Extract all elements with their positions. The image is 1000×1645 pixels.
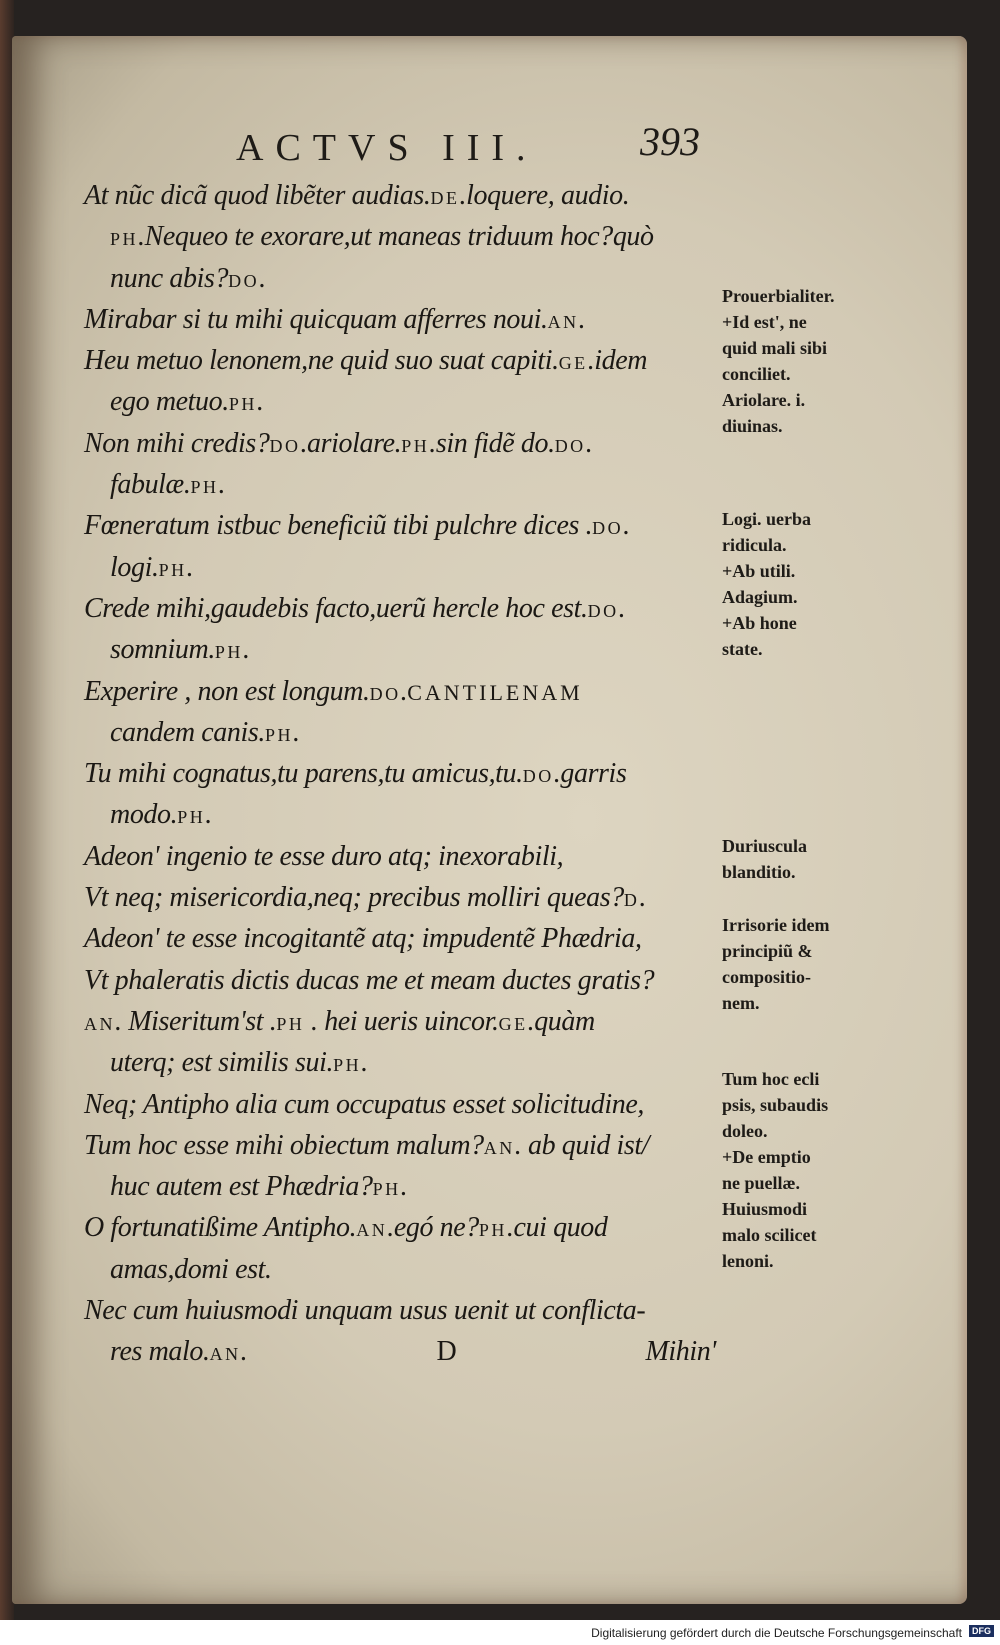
marginal-note-line: ne puellæ. (722, 1173, 801, 1193)
line-text: . (256, 386, 264, 418)
line-text: . (186, 551, 194, 583)
verse-line (84, 588, 724, 629)
verse-line (84, 505, 724, 546)
line-text: . (639, 882, 646, 914)
speaker-tag: DO (554, 435, 586, 456)
line-text: somnium. (110, 634, 215, 666)
speaker-tag: PH (372, 1179, 401, 1200)
line-text: Tu mihi cognatus,tu parens,tu amicus,tu. (84, 758, 523, 790)
verse-line (84, 1042, 724, 1083)
speaker-tag: PH (228, 394, 257, 415)
verse-line (84, 547, 724, 588)
line-text: . (361, 1047, 368, 1079)
line-text: . (400, 675, 408, 707)
verse-line (84, 1001, 724, 1042)
signature-mark: D (436, 1336, 457, 1368)
verse-line (84, 712, 724, 753)
verse-line (84, 1290, 724, 1331)
verse-line (84, 340, 724, 381)
line-text: . Miseritum'st . (115, 1005, 277, 1037)
line-text: Fœneratum istbuc beneficiũ tibi pulchre dices . (84, 510, 593, 542)
verse-line (84, 299, 724, 340)
line-text: .Nequeo te exorare,ut maneas triduum hoc?quò (138, 221, 654, 253)
line-text: . (259, 262, 266, 294)
speaker-tag: DO (369, 683, 401, 704)
speaker-tag: PH (190, 477, 219, 498)
line-text: Vt phaleratis dictis ducas me et meam ductes gratis? (84, 964, 655, 996)
speaker-tag: PH (158, 559, 187, 580)
marginal-note-line: state. (722, 639, 763, 659)
line-text: . (242, 634, 250, 666)
speaker-tag: AN (84, 1013, 115, 1034)
line-text: Crede mihi,gaudebis facto,uerũ hercle hoc est. (84, 592, 588, 624)
line-text: modo. (110, 799, 178, 831)
marginal-note (722, 506, 872, 662)
verse-line (84, 258, 724, 299)
speaker-tag: PH (276, 1013, 305, 1034)
speaker-tag: PH (401, 435, 430, 456)
emphasis-text: CANTILENAM (407, 679, 583, 705)
speaker-tag: PH (214, 642, 243, 663)
line-text: . (240, 1336, 248, 1368)
speaker-tag: AN (356, 1220, 388, 1241)
marginal-note-line: doleo. (722, 1121, 768, 1141)
line-text: . (623, 510, 630, 542)
speaker-tag: PH (478, 1220, 507, 1241)
verse-line (84, 175, 724, 216)
line-text: ego metuo. (110, 386, 229, 418)
marginal-note-line: Adagium. (722, 587, 798, 607)
line-text: Nec cum huiusmodi unquam usus uenit ut conflicta- (84, 1295, 646, 1327)
marginal-note-line: Prouerbialiter. (722, 286, 835, 306)
line-text: amas,domi est. (110, 1253, 272, 1285)
marginal-note (722, 833, 872, 885)
marginal-note-line: Tum hoc ecli (722, 1069, 820, 1089)
verse-line (84, 1249, 724, 1290)
verse-line (84, 836, 724, 877)
line-text: . (618, 592, 626, 624)
marginal-note-line: Logi. uerba (722, 509, 812, 529)
line-text: fabulæ. (110, 469, 191, 501)
speaker-tag: DO (269, 435, 301, 456)
marginal-note-line: principiũ & (722, 941, 813, 961)
line-text: .egó ne? (387, 1212, 479, 1244)
verse-line (84, 423, 724, 464)
speaker-tag: AN (483, 1137, 515, 1158)
line-text: .cui quod (506, 1212, 608, 1244)
dfg-logo: DFG (969, 1625, 994, 1637)
marginal-note-line: conciliet. (722, 364, 791, 384)
line-text: . (585, 427, 593, 459)
marginal-note-line: nem. (722, 993, 760, 1013)
line-text: Tum hoc esse mihi obiectum malum? (84, 1129, 484, 1161)
speaker-tag: DO (522, 766, 554, 787)
speaker-tag: PH (333, 1055, 362, 1076)
line-text: .ariolare. (300, 427, 402, 459)
marginal-note-line: Ariolare. i. (722, 390, 806, 410)
speaker-tag: PH (177, 807, 206, 828)
line-text: Adeon' ingenio te esse duro atq; inexorabili, (84, 840, 564, 872)
line-text: . ab quid ist/ (514, 1129, 650, 1161)
marginal-note-line: +Ab hone (722, 613, 797, 633)
line-text: Adeon' te esse incogitantẽ atq; impudentẽ Phædria, (84, 923, 642, 955)
line-text: At nũc dicã quod libẽter audias. (84, 180, 431, 211)
verse-line (84, 753, 724, 794)
line-text: Experire , non est longum. (84, 675, 370, 707)
speaker-tag: PH (264, 724, 293, 745)
line-text: res malo. (110, 1336, 210, 1368)
line-text: Mirabar si tu mihi quicquam afferres noui. (84, 303, 548, 335)
marginal-note-line: +De emptio (722, 1147, 811, 1167)
catchword: Mihin' (645, 1336, 716, 1368)
line-text: Neq; Antipho alia cum occupatus esset solicitudine, (84, 1088, 644, 1120)
verse-line (84, 381, 724, 422)
line-text: .loquere, audio. (459, 180, 630, 211)
line-text: Non mihi credis? (84, 427, 270, 459)
speaker-tag: D (623, 890, 640, 911)
speaker-tag: AN (209, 1344, 241, 1365)
line-text: .idem (587, 345, 648, 377)
marginal-note-line: +Ab utili. (722, 561, 796, 581)
line-text: . (578, 303, 586, 335)
verse-line (84, 1331, 724, 1372)
marginal-note-line: Duriuscula (722, 836, 808, 856)
speaker-tag: DO (587, 600, 619, 621)
line-text: Heu metuo lenonem,ne quid suo suat capiti. (84, 345, 559, 377)
verse-line (84, 216, 724, 257)
marginal-note-line: lenoni. (722, 1251, 774, 1271)
verse-line (84, 1125, 724, 1166)
verse-line (84, 877, 724, 918)
line-text: . (293, 716, 300, 748)
speaker-tag: GE (498, 1013, 528, 1034)
line-text: candem canis. (110, 716, 265, 748)
marginal-note-line: quid mali sibi (722, 338, 828, 358)
marginal-note-line: Huiusmodi (722, 1199, 808, 1219)
line-text: nunc abis? (110, 262, 229, 294)
marginal-note-line: Irrisorie idem (722, 915, 830, 935)
line-text: logi. (110, 551, 159, 583)
verse-line (84, 671, 724, 712)
speaker-tag: GE (558, 353, 588, 374)
verse-line (84, 794, 724, 835)
verse-line (84, 629, 724, 670)
line-text: O fortunatißime Antipho. (84, 1212, 357, 1244)
line-text: huc autem est Phædria? (110, 1171, 373, 1203)
verse-text-block (84, 175, 724, 1373)
marginal-note-line: compositio- (722, 967, 811, 987)
speaker-tag: PH (110, 229, 139, 250)
line-text: .sin fidẽ do. (429, 427, 555, 459)
verse-line (84, 1084, 724, 1125)
line-text: . hei ueris uincor. (304, 1005, 499, 1037)
marginal-note (722, 912, 872, 1016)
speaker-tag: DO (228, 270, 260, 291)
verse-line (84, 1166, 724, 1207)
line-text: .garris (553, 758, 627, 790)
line-text: Vt neq; misericordia,neq; precibus molliri queas? (84, 882, 624, 914)
marginal-note-line: +Id est', ne (722, 312, 807, 332)
speaker-tag: DE (430, 188, 460, 208)
marginal-note (722, 1066, 872, 1274)
marginal-note-line: ridicula. (722, 535, 787, 555)
marginal-note-line: blanditio. (722, 862, 796, 882)
running-title: ACTVS III. (236, 127, 538, 169)
verse-line (84, 918, 724, 959)
digitization-footer (0, 1620, 1000, 1645)
verse-line (84, 464, 724, 505)
line-text: . (218, 469, 226, 501)
line-text: . (205, 799, 212, 831)
line-text: . (400, 1171, 408, 1203)
marginal-note (722, 283, 872, 439)
marginal-note-line: malo scilicet (722, 1225, 817, 1245)
speaker-tag: AN (547, 311, 579, 332)
marginal-note-line: diuinas. (722, 416, 783, 436)
line-text: uterq; est similis sui. (110, 1047, 334, 1079)
speaker-tag: DO (592, 518, 624, 539)
verse-line (84, 1207, 724, 1248)
line-text: .quàm (527, 1005, 595, 1037)
marginal-note-line: psis, subaudis (722, 1095, 829, 1115)
page-number: 393 (640, 119, 700, 164)
verse-line (84, 960, 724, 1001)
funding-credit: Digitalisierung gefördert durch die Deutsche Forschungsgemeinschaft (591, 1626, 962, 1640)
